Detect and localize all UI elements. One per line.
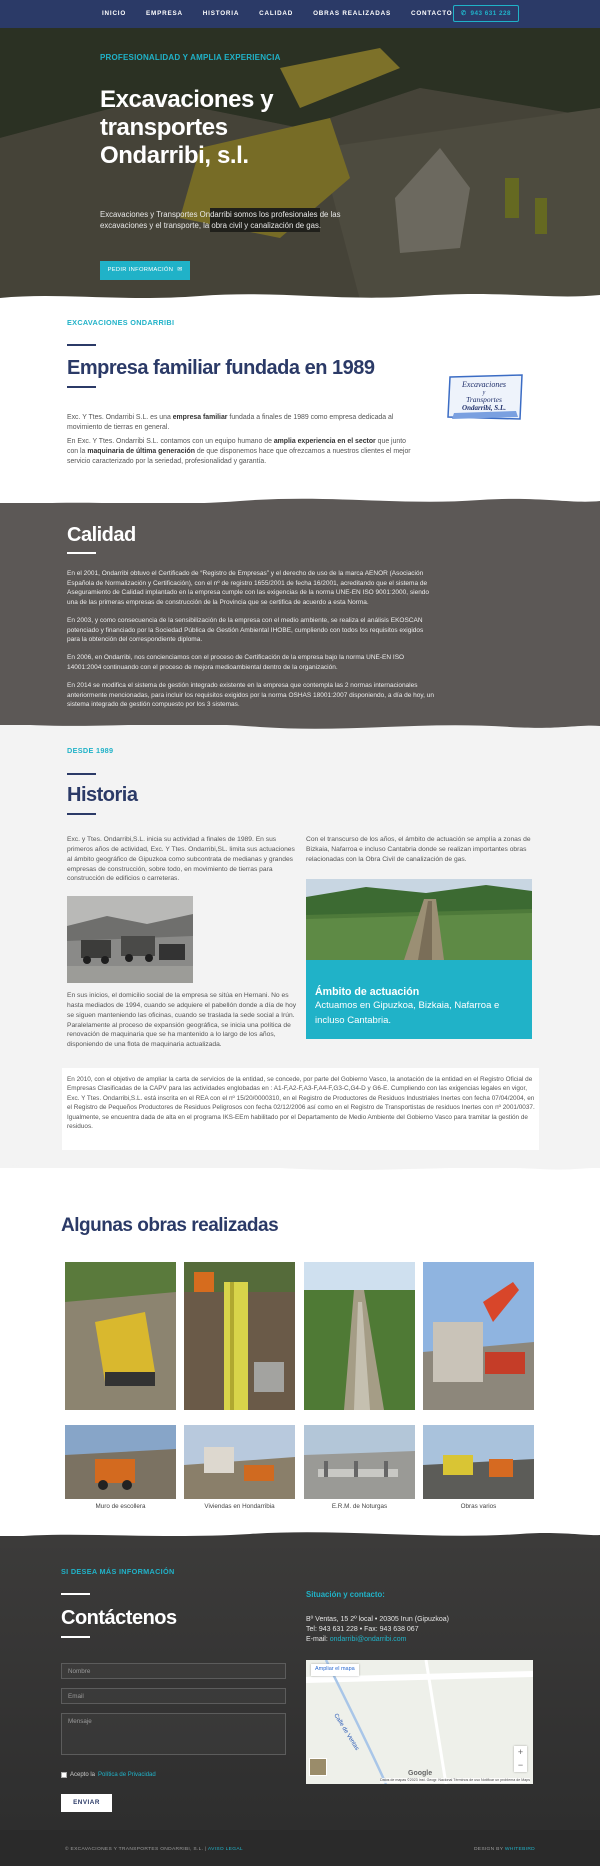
calidad-paragraph-4: En 2014 se modifica el sistema de gestión integrado existente en la empresa que contempla las 2 normas internacionales anteriormente mencionadas, para incluir los requisitos exigidos por la norma OSHAS 18001:2007 disponiendo, a día de hoy, un sistema integrado de gestión compuesto por los 3 sistemas.	[67, 682, 434, 709]
footer-credits	[474, 1846, 535, 1853]
obra-caption-3: E.R.M. de Noturgas	[331, 1503, 388, 1510]
logo-line-1: Excavaciones	[462, 380, 506, 389]
send-button[interactable]: ENVIAR	[61, 1794, 112, 1812]
copyright-text: © EXCAVACIONES Y TRANSPORTES ONDARRIBI, S.L. |	[65, 1847, 207, 1852]
nav-item-historia[interactable]: HISTORIA	[202, 10, 240, 18]
wave-divider-calidad-top	[0, 492, 600, 514]
calidad-title: Calidad	[67, 524, 136, 546]
empresa-p2-b: amplia experiencia en el sector	[273, 438, 376, 445]
obra-caption-1: Muro de escollera	[95, 1503, 146, 1510]
location-address: Bº Ventas, 15 2º local • 20305 Irun (Gipuzkoa)	[306, 1616, 449, 1623]
historia-paragraph-2: Con el transcurso de los años, el ámbito de actuación se amplía a zonas de Bizkaia, Nafarroa e incluso Cantabria donde se realizan importantes obras relacionadas con la Obra Civil de canalización de gas.	[306, 836, 531, 863]
hero-cta-label: PEDIR INFORMACIÓN	[107, 267, 174, 274]
empresa-divider-bottom	[67, 386, 96, 388]
empresa-kicker: EXCAVACIONES ONDARRIBI	[67, 318, 175, 327]
email-input[interactable]: Email	[61, 1688, 286, 1704]
contact-kicker: SI DESEA MÁS INFORMACIÓN	[61, 1567, 175, 1576]
location-title: Situación y contacto:	[306, 1590, 385, 1599]
wave-divider-obras-top	[0, 1158, 600, 1180]
obra-caption-2: Viviendas en Hondarribia	[204, 1503, 275, 1510]
designer-link[interactable]: WHITEBIRD	[504, 1847, 535, 1852]
obra-photo-3[interactable]	[304, 1262, 415, 1410]
hero-kicker: PROFESIONALIDAD Y AMPLIA EXPERIENCIA	[100, 53, 281, 62]
historia-divider-top	[67, 773, 96, 775]
ambito-title: Ámbito de actuación	[315, 986, 420, 998]
historia-note: En 2010, con el objetivo de ampliar la carta de servicios de la entidad, se concede, por parte del Gobierno Vasco, la anotación de la entidad en el Registro Oficial de Empresas Clasificadas de la CAPV para las actividades englobadas en : A1-F,A2-F,A3-F,A4-F,G3-C,G4-D y G6-E. Cumpliendo con las exigencias legales en vigor, Exc. Y Ttes. Ondarribi,S.L. está inscrita en el REA con el nº 15/20/0000310, en el Registro de Productores de Residuos Industriales Inertes con fecha 07/04/2004, en el Registro de Pequeños Productores de Residuos Peligrosos con fecha 02/12/2006 así como en el Registro de Transportistas de residuos Inertes con nº 2001/0037. Igualmente, se encuentra dada de alta en el programa IKS-EEm habilitado por el Departamento de Medio Ambiente del Gobierno Vasco para tramitar la gestión de residuos.	[67, 1076, 535, 1131]
empresa-divider-top	[67, 344, 96, 346]
obra-photo-6[interactable]	[184, 1425, 295, 1499]
empresa-p2-c: que junto con la	[67, 438, 407, 456]
footer	[0, 1830, 600, 1866]
obra-photo-5[interactable]	[65, 1425, 176, 1499]
calidad-divider	[67, 552, 96, 554]
calidad-paragraph-1: En el 2001, Ondarribi obtuvo el Certificado de “Registro de Empresas” y el derecho de uso de la marca AENOR (Asociación Española de Normalización y Certificación), con el nº de registro 1655/2001 de fecha 16/2001, acreditando que el sistema de Aseguramiento de Calidad implantado en la empresa cumple con las exigencias de la norma UNE-EN ISO 9001:2000, siendo una de las primeras empresas de construcción de la Provincia que se certifica de acuerdo a esta Norma.	[67, 570, 430, 606]
map-canvas[interactable]	[306, 1660, 533, 1784]
historia-divider-bottom	[67, 813, 96, 815]
contact-divider-bottom	[61, 1636, 90, 1638]
hero-section	[0, 28, 600, 300]
calidad-paragraph-2: En 2003, y como consecuencia de la sensibilización de la empresa con el medio ambiente, se realiza el análisis EKOSCAN potenciado y financiado por la Sociedad Pública de Gestión Ambiental IHOBE, cumpliendo con todos los requisitos exigidos para la obtención del correspondiente diploma.	[67, 617, 424, 644]
phone-icon: ✆	[460, 9, 467, 17]
empresa-p1-a: Exc. Y Ttes. Ondarribi S.L. es una	[67, 414, 173, 421]
logo-line-2: y	[482, 390, 486, 396]
message-textarea[interactable]: Mensaje	[61, 1713, 286, 1755]
hero-cta-button[interactable]	[100, 261, 190, 280]
hero-title: Excavaciones y transportes Ondarribi, s.l.	[100, 86, 274, 170]
empresa-title: Empresa familiar fundada en 1989	[67, 357, 375, 379]
obra-caption-4: Obras varios	[460, 1503, 497, 1510]
hero-lead: Excavaciones y Transportes Ondarribi somos los profesionales de las excavaciones y el transporte, la obra civil y canalización de gas.	[100, 210, 341, 231]
map-zoom-controls[interactable]	[514, 1746, 527, 1772]
location-email-row	[306, 1635, 536, 1645]
phone-button[interactable]	[453, 5, 519, 22]
zoom-out-icon[interactable]: −	[517, 1760, 524, 1770]
obras-title: Algunas obras realizadas	[61, 1215, 279, 1236]
empresa-paragraph-2	[67, 437, 419, 467]
nav-item-inicio[interactable]: INICIO	[102, 10, 127, 18]
empresa-p2-d: maquinaria de última generación	[87, 448, 195, 456]
company-logo	[446, 373, 524, 421]
google-logo: Google	[408, 1770, 433, 1777]
obra-photo-1[interactable]	[65, 1262, 176, 1410]
historia-kicker: DESDE 1989	[67, 746, 114, 755]
empresa-p2-e: de que disponemos hace que ofrezcamos a nuestros clientes el mejor servicio caracterizado por la seriedad, profesionalidad y garantía.	[67, 448, 411, 466]
historia-paragraph-3: En sus inicios, el domicilio social de la empresa se sitúa en Hernani. No es hasta mediados de 1994, cuando se adquiere el pabellón donde a día de hoy se siguen manteniendo las oficinas, cuando se traslada la sede social a Irún. Paralelamente al proceso de expansión geográfica, se inicia una política de renovación de maquinaria que se ha mantenido a lo largo de los años, disponiendo de una flota de maquinaria actualizada.	[67, 992, 297, 1049]
nav-item-empresa[interactable]: EMPRESA	[146, 10, 183, 18]
map-enlarge-link[interactable]: Ampliar el mapa	[311, 1664, 359, 1676]
phone-number: 943 631 228	[470, 9, 511, 17]
nav-item-contacto[interactable]: CONTACTO	[410, 10, 453, 18]
privacy-label: Acepto la	[70, 1772, 96, 1778]
ambito-text: Actuamos en Gipuzkoa, Bizkaia, Nafarroa e incluso Cantabria.	[315, 1000, 500, 1026]
logo-line-3: Transportes	[466, 395, 502, 404]
email-link[interactable]: ondarribi@ondarribi.com	[329, 1636, 407, 1644]
gas-pipeline-photo	[306, 879, 532, 960]
privacy-consent	[61, 1771, 156, 1780]
nav-item-obras[interactable]: OBRAS REALIZADAS	[313, 10, 391, 18]
obra-photo-2[interactable]	[184, 1262, 295, 1410]
location-details	[306, 1615, 536, 1645]
contact-title: Contáctenos	[61, 1607, 177, 1629]
zoom-in-icon[interactable]: +	[517, 1747, 524, 1757]
embedded-map[interactable]	[306, 1660, 533, 1784]
top-navbar	[0, 0, 600, 28]
footer-copyright	[65, 1846, 243, 1853]
wave-divider-hero	[0, 288, 600, 310]
empresa-paragraph-1	[67, 413, 397, 433]
empresa-p1-c: fundada a finales de 1989 como empresa dedicada al movimiento de tierras en general.	[67, 414, 394, 432]
email-label: E-mail:	[306, 1636, 328, 1644]
wave-divider-historia-top	[0, 715, 600, 737]
calidad-paragraph-3: En 2006, en Ondarribi, nos concienciamos con el proceso de Certificación de la empresa bajo la norma UNE-EN ISO 14001:2004 continuando con el proceso de mejora medioambiental dentro de la organización.	[67, 654, 405, 671]
mail-icon: ✉	[177, 267, 183, 274]
historia-paragraph-1: Exc. y Ttes. Ondarribi,S.L. inicia su actividad a finales de 1989. En sus primeros años de actividad, Exc. Y Ttes. Ondarribi,SL. limita sus actuaciones al ámbito geográfico de Gipuzkoa como subcontrata de medianas y grandes empresas de construcción, sobre todo, en movimiento de tierras para construcción de edificios o carreteras.	[67, 836, 295, 883]
historia-title: Historia	[67, 784, 138, 806]
logo-line-4: Ondarribi, S.L.	[462, 404, 506, 412]
map-street-label: Calle de Ventas	[332, 1712, 360, 1752]
nav-item-calidad[interactable]: CALIDAD	[259, 10, 294, 18]
privacy-policy-link[interactable]: Política de Privacidad	[98, 1772, 156, 1778]
map-satellite-toggle[interactable]	[309, 1758, 327, 1776]
legal-link[interactable]: AVISO LEGAL	[207, 1847, 243, 1852]
wave-divider-contact-top	[0, 1526, 600, 1548]
obra-photo-8[interactable]	[423, 1425, 534, 1499]
obra-photo-7[interactable]	[304, 1425, 415, 1499]
obra-photo-4[interactable]	[423, 1262, 534, 1410]
contact-divider-top	[61, 1593, 90, 1595]
nav-links	[102, 9, 452, 18]
name-input[interactable]: Nombre	[61, 1663, 286, 1679]
location-phones: Tel: 943 631 228 • Fax: 943 638 067	[306, 1626, 419, 1634]
privacy-checkbox[interactable]	[61, 1772, 67, 1778]
empresa-p2-a: En Exc. Y Ttes. Ondarribi S.L. contamos con un equipo humano de	[67, 438, 274, 445]
empresa-p1-b: empresa familiar	[172, 414, 228, 421]
historic-trucks-photo	[67, 896, 193, 983]
map-attribution: Datos de mapas ©2023 Inst. Geogr. Nacional Términos de uso Notificar un problema de Maps	[379, 1777, 530, 1782]
design-by-text: DESIGN BY	[473, 1847, 504, 1852]
